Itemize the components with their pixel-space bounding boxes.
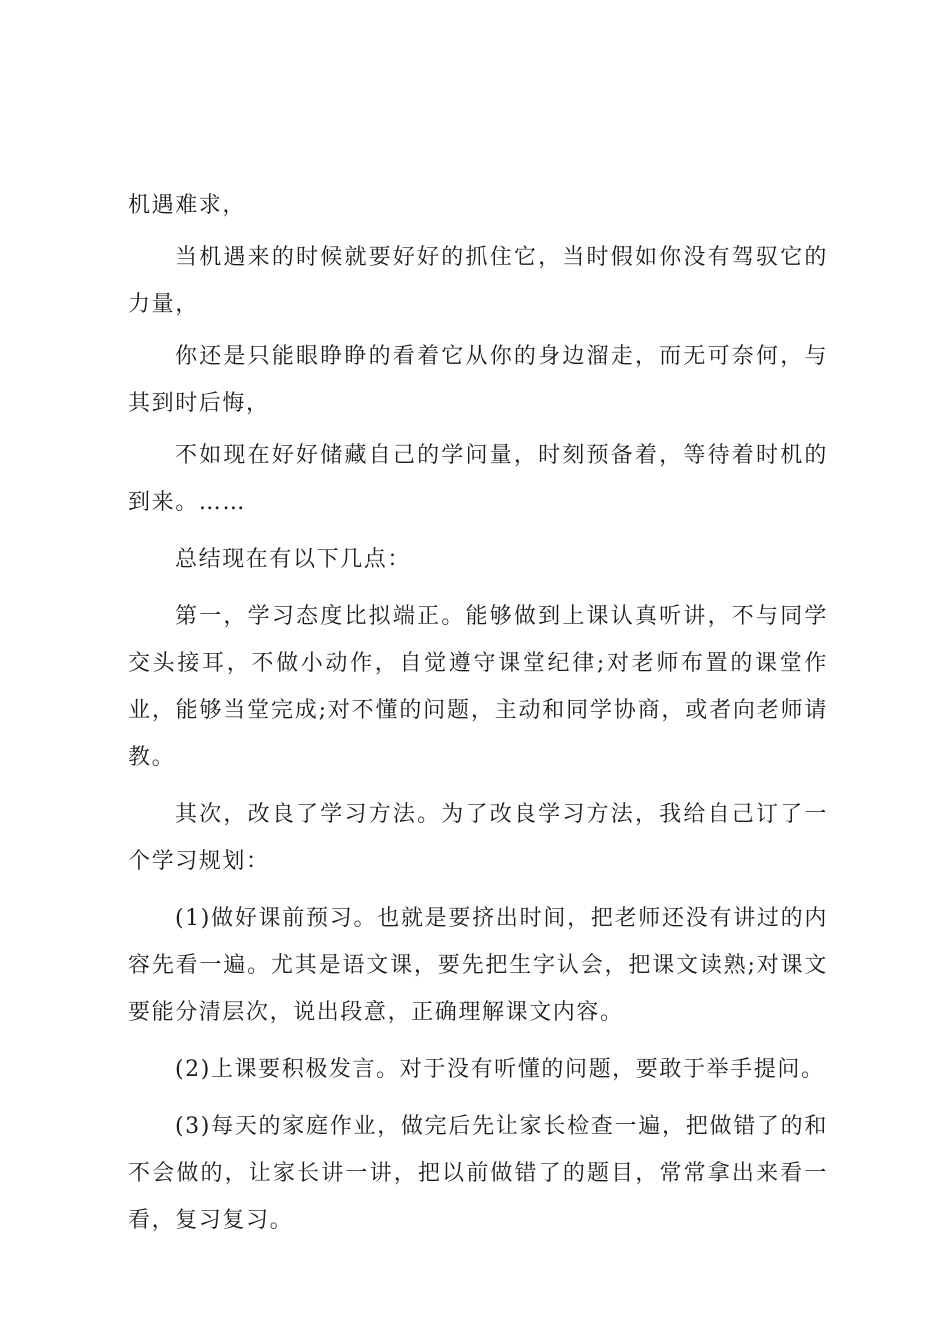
paragraph-summary-intro: 总结现在有以下几点： bbox=[175, 547, 412, 572]
paragraph-point-two-method: 其次，改良了学习方法。为了改良学习方法，我给自己订了一个学习规划： bbox=[128, 802, 828, 874]
paragraph-point-one-attitude: 第一，学习态度比拟端正。能够做到上课认真听讲，不与同学交头接耳，不做小动作，自觉遵守课堂纪律;对老师布置的课堂作业，能够当堂完成;对不懂的问题，主动和同学协商，或者向老师请教。 bbox=[128, 604, 828, 770]
paragraph-plan-item-2: (2)上课要积极发言。对于没有听懂的问题，要敢于举手提问。 bbox=[175, 1057, 825, 1082]
paragraph-opportunity-rare: 机遇难求， bbox=[128, 193, 247, 218]
paragraph-store-knowledge: 不如现在好好储藏自己的学问量，时刻预备着，等待着时机的到来。…… bbox=[128, 443, 828, 515]
paragraph-seize-opportunity: 当机遇来的时候就要好好的抓住它，当时假如你没有驾驭它的力量， bbox=[128, 245, 828, 317]
paragraph-plan-item-3: (3)每天的家庭作业，做完后先让家长检查一遍，把做错了的和不会做的，让家长讲一讲，把以前做错了的题目，常常拿出来看一看，复习复习。 bbox=[128, 1114, 828, 1233]
paragraph-watch-it-slip: 你还是只能眼睁睁的看着它从你的身边溜走，而无可奈何，与其到时后悔， bbox=[128, 344, 828, 416]
document-body bbox=[128, 182, 828, 1244]
paragraph-plan-item-1: (1)做好课前预习。也就是要挤出时间，把老师还没有讲过的内容先看一遍。尤其是语文课，要先把生字认会，把课文读熟;对课文要能分清层次，说出段意，正确理解课文内容。 bbox=[128, 906, 828, 1025]
